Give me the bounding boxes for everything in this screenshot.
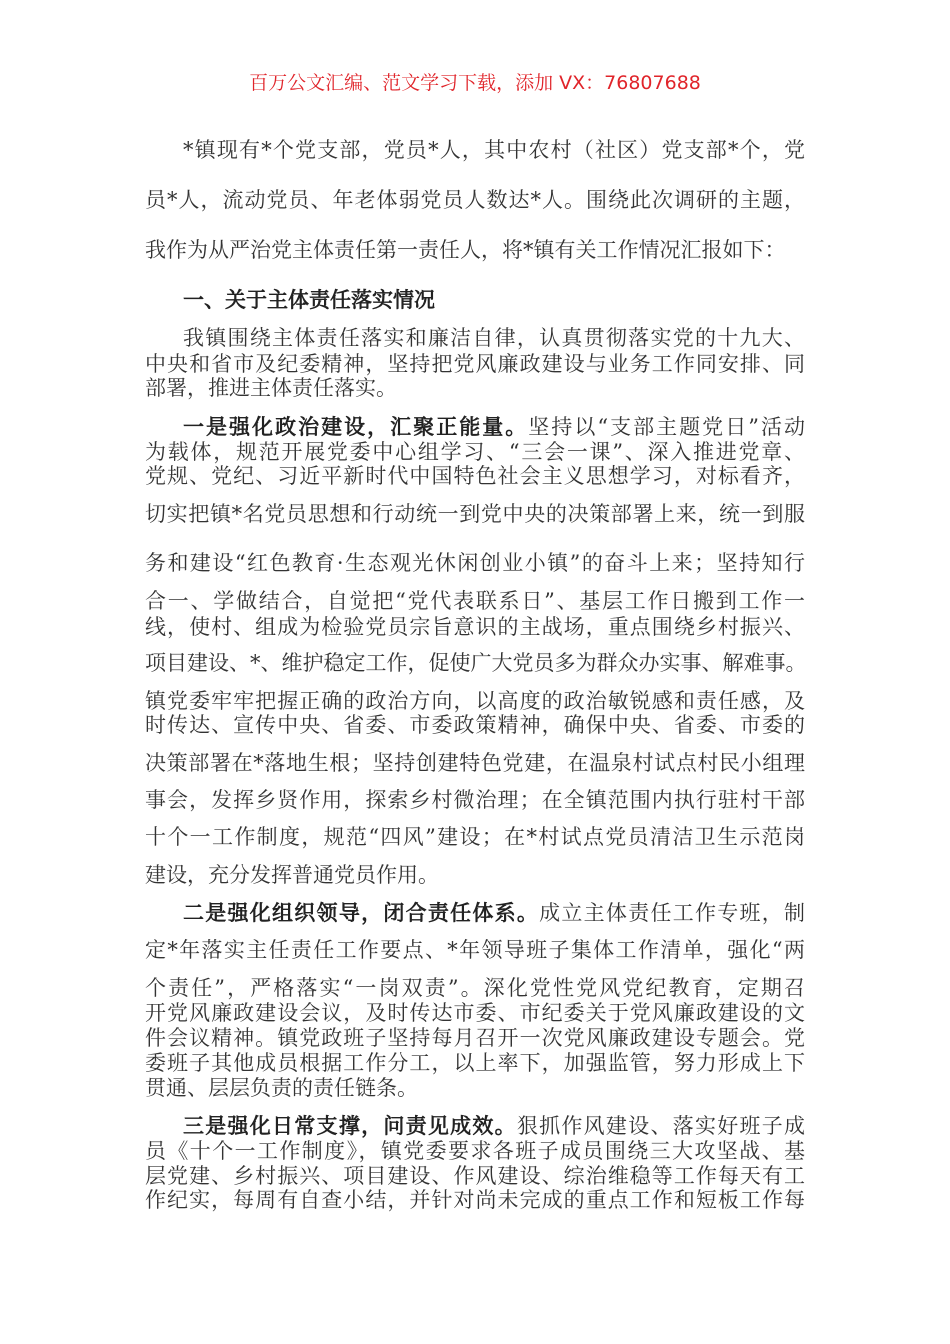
line-text: 镇党委牢牢把握正确的政治方向，以高度的政治敏锐感和责任感，及 [145, 689, 805, 713]
bold-lead: 一、关于主体责任落实情况 [183, 288, 435, 312]
paragraph-line [145, 187, 805, 213]
paragraph-line [145, 614, 805, 640]
line-text: 作纪实，每周有自查小结，并针对尚未完成的重点工作和短板工作每 [145, 1188, 805, 1212]
bold-lead: 三是强化日常支撑，问责见成效。 [183, 1114, 517, 1138]
line-text: 我镇围绕主体责任落实和廉洁自律，认真贯彻落实党的十九大、 [183, 326, 805, 350]
paragraph-line [145, 501, 805, 527]
line-text: 个责任”，严格落实“一岗双责”。深化党性党风党纪教育，定期召 [145, 976, 805, 1000]
paragraph-line [145, 712, 805, 738]
paragraph-line [145, 937, 805, 963]
line-text: 事会，发挥乡贤作用，探索乡村微治理；在全镇范围内执行驻村干部 [145, 788, 805, 812]
line-text: 开党风廉政建设会议，及时传达市委、市纪委关于党风廉政建设的文 [145, 1001, 805, 1025]
line-text: 委班子其他成员根据工作分工，以上率下，加强监管，努力形成上下 [145, 1051, 805, 1075]
paragraph-line [145, 588, 805, 614]
line-text: 定*年落实主任责任工作要点、*年领导班子集体工作清单，强化“两 [145, 938, 805, 962]
bold-lead: 一是强化政治建设，汇聚正能量。 [183, 415, 529, 439]
line-text: 成立主体责任工作专班，制 [539, 901, 806, 925]
section-heading [183, 287, 805, 313]
paragraph-line [145, 1025, 805, 1051]
line-text: 我作为从严治党主体责任第一责任人，将*镇有关工作情况汇报如下： [145, 238, 786, 262]
line-text: 决策部署在*落地生根；坚持创建特色党建，在温泉村试点村民小组理 [145, 751, 805, 775]
paragraph-line [145, 824, 805, 850]
paragraph-line [145, 351, 805, 377]
paragraph-line [145, 1138, 805, 1164]
paragraph-line [145, 650, 805, 676]
paragraph-line [183, 900, 805, 926]
line-text: 员*人，流动党员、年老体弱党员人数达*人。围绕此次调研的主题， [145, 188, 805, 212]
line-text: 坚持以“支部主题党日”活动 [528, 415, 805, 439]
line-text: 切实把镇*名党员思想和行动统一到党中央的决策部署上来，统一到服 [145, 502, 805, 526]
line-text: 党规、党纪、习近平新时代中国特色社会主义思想学习，对标看齐， [145, 464, 805, 488]
line-text: 贯通、层层负责的责任链条。 [145, 1076, 418, 1100]
paragraph-line [145, 237, 805, 263]
line-text: 狠抓作风建设、落实好班子成 [516, 1114, 806, 1138]
line-text: 为载体，规范开展党委中心组学习、“三会一课”、深入推进党章、 [145, 440, 805, 464]
paragraph-line [145, 375, 805, 401]
line-text: 部署，推进主体责任落实。 [145, 376, 397, 400]
paragraph-line [145, 688, 805, 714]
paragraph-line [145, 862, 805, 888]
paragraph-line [183, 325, 805, 351]
line-text: 员《十个一工作制度》，镇党委要求各班子成员围绕三大攻坚战、基 [145, 1139, 805, 1163]
paragraph-line [145, 1187, 805, 1213]
paragraph-line [145, 463, 805, 489]
line-text: *镇现有*个党支部，党员*人，其中农村（社区）党支部*个，党 [183, 138, 805, 162]
line-text: 项目建设、*、维护稳定工作，促使广大党员多为群众办实事、解难事。 [145, 651, 807, 675]
line-text: 务和建设“红色教育·生态观光休闲创业小镇”的奋斗上来；坚持知行 [145, 551, 805, 575]
bold-lead: 二是强化组织领导，闭合责任体系。 [183, 901, 540, 925]
paragraph-line [183, 137, 805, 163]
line-text: 中央和省市及纪委精神，坚持把党风廉政建设与业务工作同安排、同 [145, 352, 805, 376]
line-text: 件会议精神。镇党政班子坚持每月召开一次党风廉政建设专题会。党 [145, 1026, 805, 1050]
paragraph-line [145, 439, 805, 465]
paragraph-line [145, 550, 805, 576]
line-text: 十个一工作制度，规范“四风”建设；在*村试点党员清洁卫生示范岗 [145, 825, 805, 849]
paragraph-line [145, 1075, 805, 1101]
line-text: 线，使村、组成为检验党员宗旨意识的主战场，重点围绕乡村振兴、 [145, 615, 805, 639]
paragraph-line [183, 1113, 805, 1139]
paragraph-line [145, 1163, 805, 1189]
paragraph-line [145, 787, 805, 813]
paragraph-line [145, 750, 805, 776]
paragraph-line [183, 414, 805, 440]
line-text: 合一、学做结合，自觉把“党代表联系日”、基层工作日搬到工作一 [145, 589, 805, 613]
watermark-header: 百万公文汇编、范文学习下载，添加 VX：76807688 [249, 72, 701, 94]
paragraph-line [145, 1050, 805, 1076]
line-text: 层党建、乡村振兴、项目建设、作风建设、综治维稳等工作每天有工 [145, 1164, 805, 1188]
paragraph-line [145, 1000, 805, 1026]
paragraph-line [145, 975, 805, 1001]
line-text: 建设，充分发挥普通党员作用。 [145, 863, 439, 887]
line-text: 时传达、宣传中央、省委、市委政策精神，确保中央、省委、市委的 [145, 713, 805, 737]
